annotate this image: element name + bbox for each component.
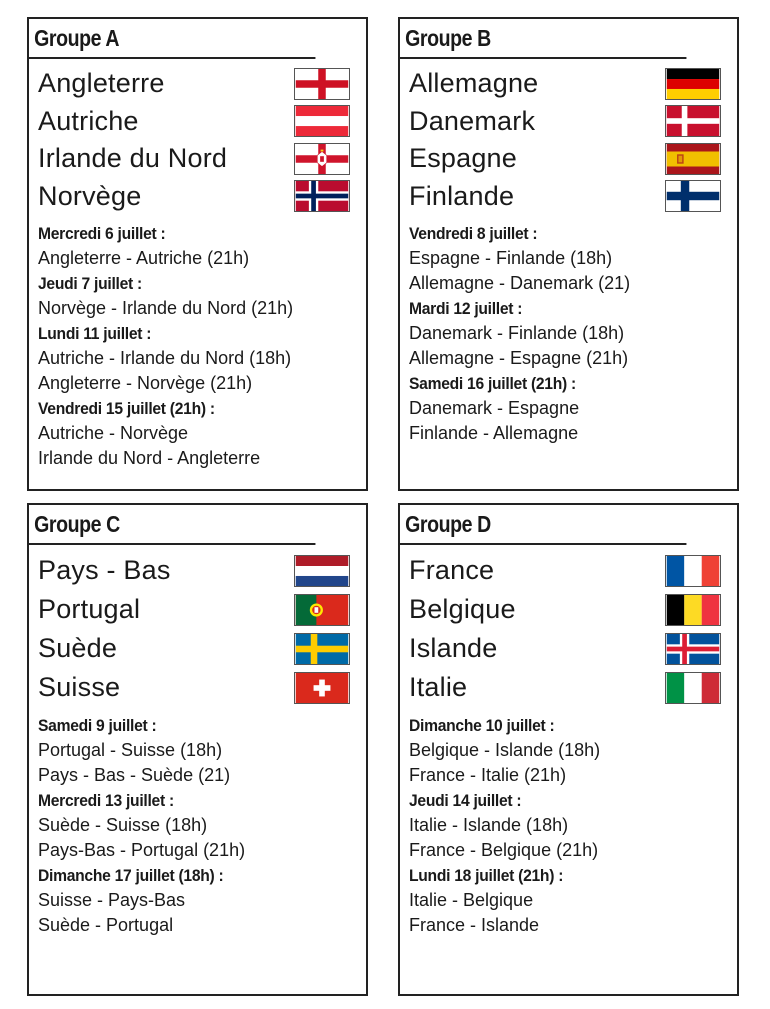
team-row bbox=[409, 668, 721, 707]
team-row bbox=[38, 668, 350, 707]
team-row bbox=[409, 178, 721, 216]
match-schedule bbox=[29, 215, 366, 471]
match-day: Jeudi 7 juillet : bbox=[38, 274, 142, 293]
team-list bbox=[400, 545, 737, 707]
match-line: Suède - Suisse (18h) bbox=[38, 815, 208, 835]
match-line: Allemagne - Danemark (21) bbox=[409, 273, 631, 293]
match-line: Danemark - Finlande (18h) bbox=[409, 323, 625, 343]
team-row bbox=[38, 551, 350, 590]
match-line: Pays - Bas - Suède (21) bbox=[38, 765, 231, 785]
match-line: Italie - Islande (18h) bbox=[409, 815, 569, 835]
team-name: France bbox=[409, 555, 495, 585]
norway-flag-icon bbox=[294, 180, 350, 212]
team-name: Espagne bbox=[409, 143, 517, 174]
team-row bbox=[409, 551, 721, 590]
england-flag-icon bbox=[294, 68, 350, 100]
team-name: Allemagne bbox=[409, 68, 539, 99]
match-line: Espagne - Finlande (18h) bbox=[409, 248, 613, 268]
match-day: Lundi 18 juillet (21h) : bbox=[409, 866, 564, 885]
portugal-flag-icon bbox=[294, 594, 350, 626]
match-line: Portugal - Suisse (18h) bbox=[38, 740, 223, 760]
group-card-a bbox=[27, 17, 368, 491]
team-name: Belgique bbox=[409, 594, 516, 624]
team-name: Irlande du Nord bbox=[38, 143, 228, 174]
team-name: Islande bbox=[409, 633, 498, 663]
team-row bbox=[38, 65, 350, 103]
match-day: Mercredi 6 juillet : bbox=[38, 224, 166, 243]
team-row bbox=[409, 140, 721, 178]
match-line: Norvège - Irlande du Nord (21h) bbox=[38, 298, 294, 318]
germany-flag-icon bbox=[665, 68, 721, 100]
team-row bbox=[409, 65, 721, 103]
match-line: Pays-Bas - Portugal (21h) bbox=[38, 840, 246, 860]
switzerland-flag-icon bbox=[294, 672, 350, 704]
belgium-flag-icon bbox=[665, 594, 721, 626]
match-schedule bbox=[400, 215, 737, 446]
sweden-flag-icon bbox=[294, 633, 350, 665]
match-line: Belgique - Islande (18h) bbox=[409, 740, 601, 760]
northern-ireland-flag-icon bbox=[294, 143, 350, 175]
team-row bbox=[409, 629, 721, 668]
group-title: Groupe D bbox=[400, 505, 686, 545]
team-row bbox=[38, 178, 350, 216]
team-row bbox=[409, 103, 721, 141]
team-name: Pays - Bas bbox=[38, 555, 171, 585]
match-schedule bbox=[29, 707, 366, 938]
team-list bbox=[400, 59, 737, 215]
match-day: Lundi 11 juillet : bbox=[38, 324, 152, 343]
team-name: Angleterre bbox=[38, 68, 165, 99]
austria-flag-icon bbox=[294, 105, 350, 137]
team-name: Suède bbox=[38, 633, 118, 663]
netherlands-flag-icon bbox=[294, 555, 350, 587]
match-line: Suède - Portugal bbox=[38, 915, 174, 935]
match-line: Italie - Belgique bbox=[409, 890, 534, 910]
match-line: France - Belgique (21h) bbox=[409, 840, 599, 860]
group-title: Groupe A bbox=[29, 19, 315, 59]
match-line: Danemark - Espagne bbox=[409, 398, 580, 418]
france-flag-icon bbox=[665, 555, 721, 587]
match-day: Samedi 16 juillet (21h) : bbox=[409, 374, 576, 393]
iceland-flag-icon bbox=[665, 633, 721, 665]
match-line: France - Italie (21h) bbox=[409, 765, 567, 785]
team-name: Norvège bbox=[38, 180, 142, 211]
group-title: Groupe B bbox=[400, 19, 686, 59]
team-row bbox=[38, 140, 350, 178]
match-day: Vendredi 15 juillet (21h) : bbox=[38, 399, 215, 418]
match-schedule bbox=[400, 707, 737, 938]
team-name: Autriche bbox=[38, 105, 139, 136]
team-name: Finlande bbox=[409, 180, 515, 211]
match-line: Finlande - Allemagne bbox=[409, 423, 579, 443]
match-line: Suisse - Pays-Bas bbox=[38, 890, 186, 910]
group-card-b bbox=[398, 17, 739, 491]
group-title: Groupe C bbox=[29, 505, 315, 545]
match-line: Autriche - Norvège bbox=[38, 423, 189, 443]
team-name: Italie bbox=[409, 672, 468, 702]
spain-flag-icon bbox=[665, 143, 721, 175]
denmark-flag-icon bbox=[665, 105, 721, 137]
team-row bbox=[38, 629, 350, 668]
match-day: Dimanche 17 juillet (18h) : bbox=[38, 866, 224, 885]
team-name: Danemark bbox=[409, 105, 536, 136]
match-line: France - Islande bbox=[409, 915, 540, 935]
team-row bbox=[38, 103, 350, 141]
team-list bbox=[29, 59, 366, 215]
match-day: Samedi 9 juillet : bbox=[38, 716, 157, 735]
team-list bbox=[29, 545, 366, 707]
match-line: Angleterre - Norvège (21h) bbox=[38, 373, 253, 393]
match-line: Autriche - Irlande du Nord (18h) bbox=[38, 348, 292, 368]
match-day: Vendredi 8 juillet : bbox=[409, 224, 538, 243]
team-row bbox=[409, 590, 721, 629]
match-day: Dimanche 10 juillet : bbox=[409, 716, 555, 735]
italy-flag-icon bbox=[665, 672, 721, 704]
match-day: Mercredi 13 juillet : bbox=[38, 791, 174, 810]
team-row bbox=[38, 590, 350, 629]
team-name: Portugal bbox=[38, 594, 141, 624]
match-day: Mardi 12 juillet : bbox=[409, 299, 523, 318]
finland-flag-icon bbox=[665, 180, 721, 212]
match-day: Jeudi 14 juillet : bbox=[409, 791, 522, 810]
match-line: Allemagne - Espagne (21h) bbox=[409, 348, 629, 368]
team-name: Suisse bbox=[38, 672, 121, 702]
group-card-d bbox=[398, 503, 739, 996]
group-card-c bbox=[27, 503, 368, 996]
match-line: Irlande du Nord - Angleterre bbox=[38, 448, 261, 468]
match-line: Angleterre - Autriche (21h) bbox=[38, 248, 250, 268]
